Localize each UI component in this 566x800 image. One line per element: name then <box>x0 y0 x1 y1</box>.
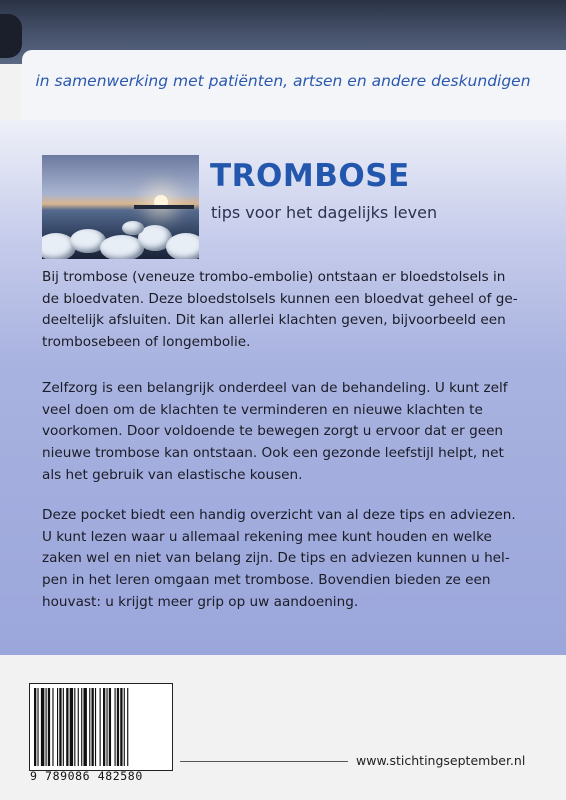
divider-line <box>180 761 348 762</box>
text-line: Deze pocket biedt een handig overzicht van al deze tips en adviezen. <box>42 507 516 523</box>
barcode-bar <box>48 688 50 766</box>
text-line: houvast: u krijgt meer grip op uw aandoening. <box>42 593 359 610</box>
ice-rock <box>122 221 144 235</box>
barcode-bar <box>41 688 44 766</box>
barcode-bar <box>52 688 53 766</box>
barcode-bar <box>34 688 36 766</box>
cover-photo <box>42 155 199 259</box>
pier <box>134 205 194 209</box>
text-line: nieuwe trombose kan ontstaan. Ook een gezonde leefstijl helpt, net <box>42 445 504 462</box>
text-line: trombosebeen of longembolie. <box>42 334 251 351</box>
paragraph-intro <box>42 267 528 354</box>
barcode-bar <box>100 688 101 766</box>
text-line: Bij trombose (veneuze trombo-embolie) ontstaan er bloedstolsels in <box>42 269 506 285</box>
barcode-bar <box>103 688 105 766</box>
tagline: in samenwerking met patiënten, artsen en andere deskundigen <box>35 72 531 90</box>
barcode-bar <box>115 688 116 766</box>
ice-rock <box>166 233 199 259</box>
barcode-bar <box>78 688 79 766</box>
isbn-number: 9 789086 482580 <box>30 769 143 783</box>
barcode-bar <box>66 688 68 766</box>
barcode-bar <box>70 688 73 766</box>
barcode-bar <box>117 688 119 766</box>
text-line: veel doen om de klachten te verminderen en nieuwe klachten te <box>42 401 483 418</box>
text-line: de bloedvaten. Deze bloedstolsels kunnen een bloedvat geheel of ge- <box>42 290 518 307</box>
barcode-bar <box>109 688 111 766</box>
tab-notch <box>0 14 22 58</box>
text-line: deeltelijk afsluiten. Dit kan allerlei klachten geven, bijvoorbeeld een <box>42 312 506 329</box>
text-line: als het gebruik van elastische kousen. <box>42 466 303 483</box>
barcode <box>29 683 173 771</box>
barcode-bar <box>95 688 96 766</box>
barcode-bar <box>59 688 61 766</box>
barcode-bar <box>81 688 82 766</box>
barcode-bar <box>106 688 107 766</box>
book-subtitle: tips voor het dagelijks leven <box>211 203 438 222</box>
barcode-bar <box>124 688 125 766</box>
barcode-bar <box>83 688 86 766</box>
barcode-bar <box>127 688 128 766</box>
text-line: pen in het leren omgaan met trombose. Bovendien bieden ze een <box>42 572 491 589</box>
barcode-bars <box>34 688 168 766</box>
text-line: voorkomen. Door voldoende te bewegen zorgt u ervoor dat er geen <box>42 423 504 440</box>
paragraph-selfcare <box>42 378 528 487</box>
paragraph-pocket <box>42 505 528 614</box>
barcode-bar <box>89 688 90 766</box>
barcode-bar <box>46 688 47 766</box>
barcode-bar <box>37 688 38 766</box>
barcode-bar <box>92 688 94 766</box>
text-line: U kunt lezen waar u allemaal rekening mee kunt houden en welke <box>42 528 492 545</box>
barcode-bar <box>57 688 58 766</box>
website-url: www.stichtingseptember.nl <box>356 753 526 768</box>
text-line: zaken wel en niet van belang zijn. De tips en adviezen kunnen u hel- <box>42 550 510 567</box>
text-line: Zelfzorg is een belangrijk onderdeel van de behandeling. U kunt zelf <box>42 380 508 396</box>
barcode-bar <box>63 688 64 766</box>
barcode-bar <box>74 688 75 766</box>
barcode-bar <box>120 688 122 766</box>
book-title: TROMBOSE <box>210 158 410 194</box>
